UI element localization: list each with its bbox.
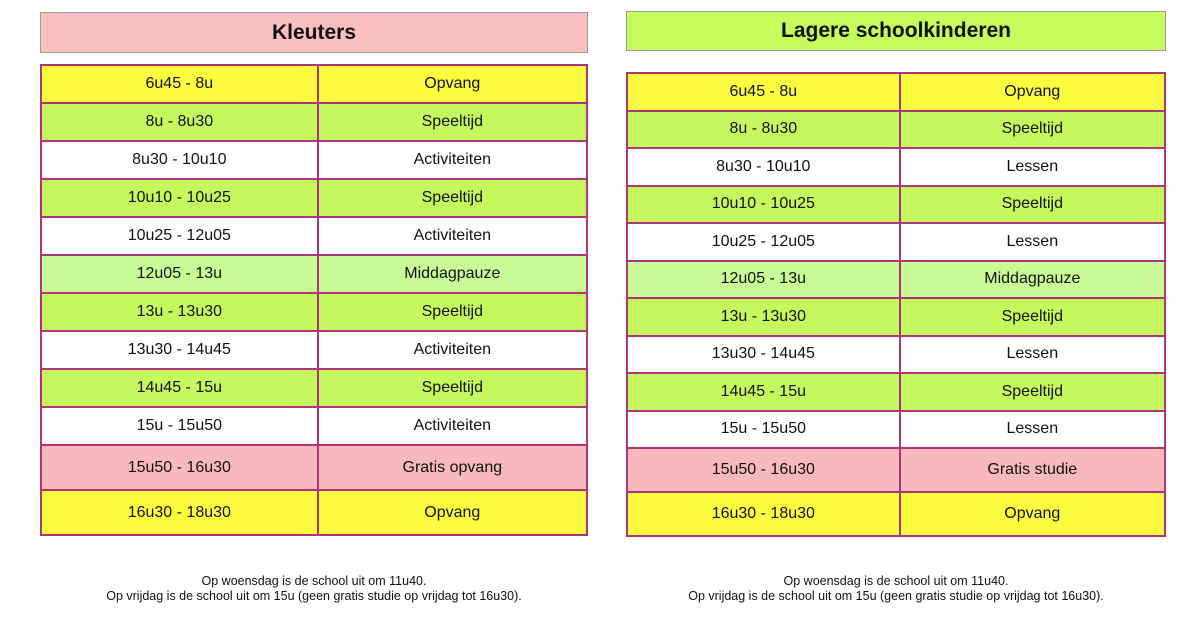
schedule-activity-cell: Opvang bbox=[900, 492, 1165, 536]
schedule-row bbox=[627, 373, 1165, 411]
schedule-time-cell: 10u25 - 12u05 bbox=[627, 223, 900, 261]
schedule-time-cell: 15u - 15u50 bbox=[41, 407, 318, 445]
schedule-row bbox=[41, 217, 587, 255]
schedule-activity-cell: Gratis opvang bbox=[318, 445, 587, 490]
kleuters-footnote bbox=[40, 574, 588, 604]
schedule-activity-cell: Opvang bbox=[900, 73, 1165, 111]
schedule-time-cell: 10u25 - 12u05 bbox=[41, 217, 318, 255]
schedule-time-cell: 8u30 - 10u10 bbox=[41, 141, 318, 179]
schedule-activity-cell: Speeltijd bbox=[318, 103, 587, 141]
lagere-schoolkinderen-title: Lagere schoolkinderen bbox=[626, 11, 1166, 51]
schedule-activity-cell: Opvang bbox=[318, 65, 587, 103]
schedule-activity-cell: Lessen bbox=[900, 223, 1165, 261]
schedule-row bbox=[627, 411, 1165, 449]
lagere-schoolkinderen-schedule-table bbox=[626, 72, 1166, 537]
schedule-activity-cell: Speeltijd bbox=[900, 373, 1165, 411]
kleuters-note-friday: Op vrijdag is de school uit om 15u (geen gratis studie op vrijdag tot 16u30). bbox=[106, 589, 522, 603]
schedule-activity-cell: Speeltijd bbox=[900, 186, 1165, 224]
schedule-time-cell: 13u - 13u30 bbox=[41, 293, 318, 331]
schedule-row bbox=[627, 448, 1165, 492]
schedule-row bbox=[41, 369, 587, 407]
schedule-row bbox=[627, 73, 1165, 111]
schedule-time-cell: 16u30 - 18u30 bbox=[41, 490, 318, 535]
schedule-activity-cell: Speeltijd bbox=[318, 179, 587, 217]
schedule-row bbox=[41, 65, 587, 103]
schedule-activity-cell: Activiteiten bbox=[318, 217, 587, 255]
schedule-time-cell: 14u45 - 15u bbox=[41, 369, 318, 407]
schedule-row bbox=[627, 186, 1165, 224]
schedule-activity-cell: Lessen bbox=[900, 148, 1165, 186]
kleuters-schedule-table bbox=[40, 64, 588, 536]
schedule-row bbox=[627, 111, 1165, 149]
schedule-row bbox=[627, 298, 1165, 336]
schedule-time-cell: 10u10 - 10u25 bbox=[41, 179, 318, 217]
schedule-row bbox=[627, 223, 1165, 261]
schedule-time-cell: 15u - 15u50 bbox=[627, 411, 900, 449]
schedule-time-cell: 13u30 - 14u45 bbox=[41, 331, 318, 369]
schedule-time-cell: 10u10 - 10u25 bbox=[627, 186, 900, 224]
schedule-activity-cell: Activiteiten bbox=[318, 331, 587, 369]
schedule-time-cell: 12u05 - 13u bbox=[41, 255, 318, 293]
schedule-time-cell: 8u - 8u30 bbox=[627, 111, 900, 149]
schedule-activity-cell: Opvang bbox=[318, 490, 587, 535]
schedule-activity-cell: Activiteiten bbox=[318, 407, 587, 445]
lagere-note-wednesday: Op woensdag is de school uit om 11u40. bbox=[783, 574, 1009, 588]
schedule-activity-cell: Lessen bbox=[900, 411, 1165, 449]
schedule-time-cell: 15u50 - 16u30 bbox=[41, 445, 318, 490]
schedule-time-cell: 14u45 - 15u bbox=[627, 373, 900, 411]
schedule-row bbox=[627, 336, 1165, 374]
schedule-activity-cell: Activiteiten bbox=[318, 141, 587, 179]
schedule-activity-cell: Middagpauze bbox=[900, 261, 1165, 299]
schedule-row bbox=[41, 331, 587, 369]
schedule-row bbox=[627, 492, 1165, 536]
schedule-activity-cell: Speeltijd bbox=[900, 111, 1165, 149]
kleuters-note-wednesday: Op woensdag is de school uit om 11u40. bbox=[201, 574, 427, 588]
lagere-schoolkinderen-footnote bbox=[626, 574, 1166, 604]
schedule-activity-cell: Speeltijd bbox=[318, 293, 587, 331]
kleuters-title: Kleuters bbox=[40, 12, 588, 53]
schedule-time-cell: 8u - 8u30 bbox=[41, 103, 318, 141]
schedule-time-cell: 13u - 13u30 bbox=[627, 298, 900, 336]
schedule-time-cell: 6u45 - 8u bbox=[627, 73, 900, 111]
schedule-activity-cell: Middagpauze bbox=[318, 255, 587, 293]
schedule-time-cell: 6u45 - 8u bbox=[41, 65, 318, 103]
schedule-row bbox=[41, 103, 587, 141]
lagere-note-friday: Op vrijdag is de school uit om 15u (geen gratis studie op vrijdag tot 16u30). bbox=[688, 589, 1104, 603]
schedule-time-cell: 12u05 - 13u bbox=[627, 261, 900, 299]
schedule-row bbox=[41, 445, 587, 490]
schedule-row bbox=[41, 490, 587, 535]
schedule-row bbox=[41, 141, 587, 179]
schedule-activity-cell: Gratis studie bbox=[900, 448, 1165, 492]
schedule-row bbox=[627, 261, 1165, 299]
schedule-time-cell: 8u30 - 10u10 bbox=[627, 148, 900, 186]
schedule-row bbox=[627, 148, 1165, 186]
schedule-activity-cell: Lessen bbox=[900, 336, 1165, 374]
schedule-time-cell: 15u50 - 16u30 bbox=[627, 448, 900, 492]
schedule-row bbox=[41, 293, 587, 331]
schedule-row bbox=[41, 179, 587, 217]
schedule-time-cell: 16u30 - 18u30 bbox=[627, 492, 900, 536]
schedule-row bbox=[41, 255, 587, 293]
schedule-row bbox=[41, 407, 587, 445]
schedule-activity-cell: Speeltijd bbox=[318, 369, 587, 407]
schedule-time-cell: 13u30 - 14u45 bbox=[627, 336, 900, 374]
schedule-activity-cell: Speeltijd bbox=[900, 298, 1165, 336]
